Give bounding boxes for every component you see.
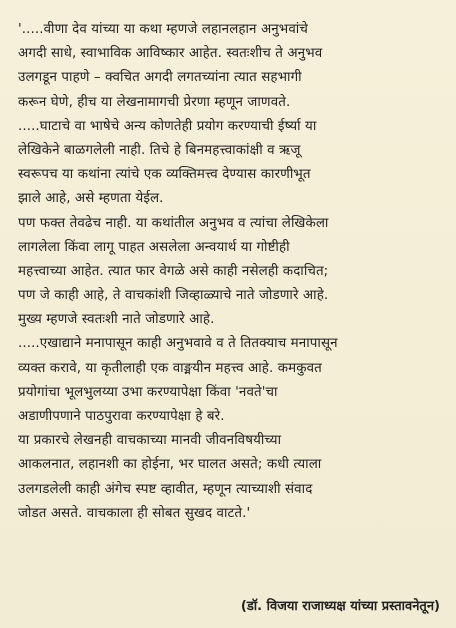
text-line: या प्रकारचे लेखनही वाचकाच्या मानवी जीवनविषयीच्या bbox=[18, 433, 282, 449]
attribution: (डॉ. विजया राजाध्यक्ष यांच्या प्रस्तावनेतून) bbox=[240, 599, 440, 614]
text-line: पण फक्त तेवढेच नाही. या कथांतील अनुभव व त्यांचा लेखिकेला bbox=[18, 215, 329, 231]
text-line: मुख्य म्हणजे स्वतःशी नाते जोडणारे आहे. bbox=[18, 312, 215, 328]
paragraph-3 bbox=[18, 212, 442, 333]
text-line: .....एखाद्याने मनापासून काही अनुभवावे व ते तितक्याच मनापासून bbox=[18, 336, 338, 352]
paragraph-2 bbox=[18, 115, 442, 212]
text-line: स्वरूपच या कथांना त्यांचे एक व्यक्तिमत्त्व देण्यास कारणीभूत bbox=[18, 167, 311, 183]
text-line: प्रयोगांचा भूलभुलय्या उभा करण्यापेक्षा किंवा 'नवते'चा bbox=[18, 384, 278, 400]
text-line: आकलनात, लहानशी का होईना, भर घालत असते; कधी त्याला bbox=[18, 457, 322, 473]
text-line: झाले आहे, असे म्हणता येईल. bbox=[18, 191, 164, 207]
text-line: उलगडून पाहणे – क्वचित अगदी लगतच्यांना त्यात सहभागी bbox=[18, 70, 302, 86]
text-line: लेखिकेने बाळगलेली नाही. तिचे हे बिनमहत्त्वाकांक्षी व ऋजू bbox=[18, 142, 301, 158]
text-line: '.....वीणा देव यांच्या या कथा म्हणजे लहानलहान अनुभवांचे bbox=[18, 22, 308, 37]
paragraph-5 bbox=[18, 429, 442, 526]
text-line: व्यक्त करावे, या कृतीलाही एक वाङ्मयीन महत्त्व आहे. कमकुवत bbox=[18, 360, 322, 376]
text-line: करून घेणे, हीच या लेखनामागची प्रेरणा म्हणून जाणवते. bbox=[18, 94, 291, 110]
paragraph-4 bbox=[18, 332, 442, 429]
text-line: अडाणीपणाने पाठपुरावा करण्यापेक्षा हे बरे. bbox=[18, 409, 225, 424]
text-line: जोडत असते. वाचकाला ही सोबत सुखद वाटते.' bbox=[18, 505, 251, 521]
text-line: अगदी साधे, स्वाभाविक आविष्कार आहेत. स्वतःशीच ते अनुभव bbox=[18, 46, 323, 62]
text-line: उलगडलेली काही अंगेच स्पष्ट व्हावीत, म्हणून त्याच्याशी संवाद bbox=[18, 481, 313, 497]
text-line: .....घाटाचे वा भाषेचे अन्य कोणतेही प्रयोग करण्याची ईर्ष्या या bbox=[18, 118, 317, 134]
text-line: पण जे काही आहे, ते वाचकांशी जिव्हाळ्याचे नाते जोडणारे आहे. bbox=[18, 288, 329, 304]
text-line: महत्त्वाच्या आहेत. त्यात फार वेगळे असे काही नसेलही कदाचित; bbox=[18, 263, 329, 279]
paragraph-1 bbox=[18, 18, 442, 115]
blurb-text bbox=[18, 18, 442, 526]
text-line: लागलेला किंवा लागू पाहत असलेला अन्वयार्थ या गोष्टीही bbox=[18, 239, 290, 255]
